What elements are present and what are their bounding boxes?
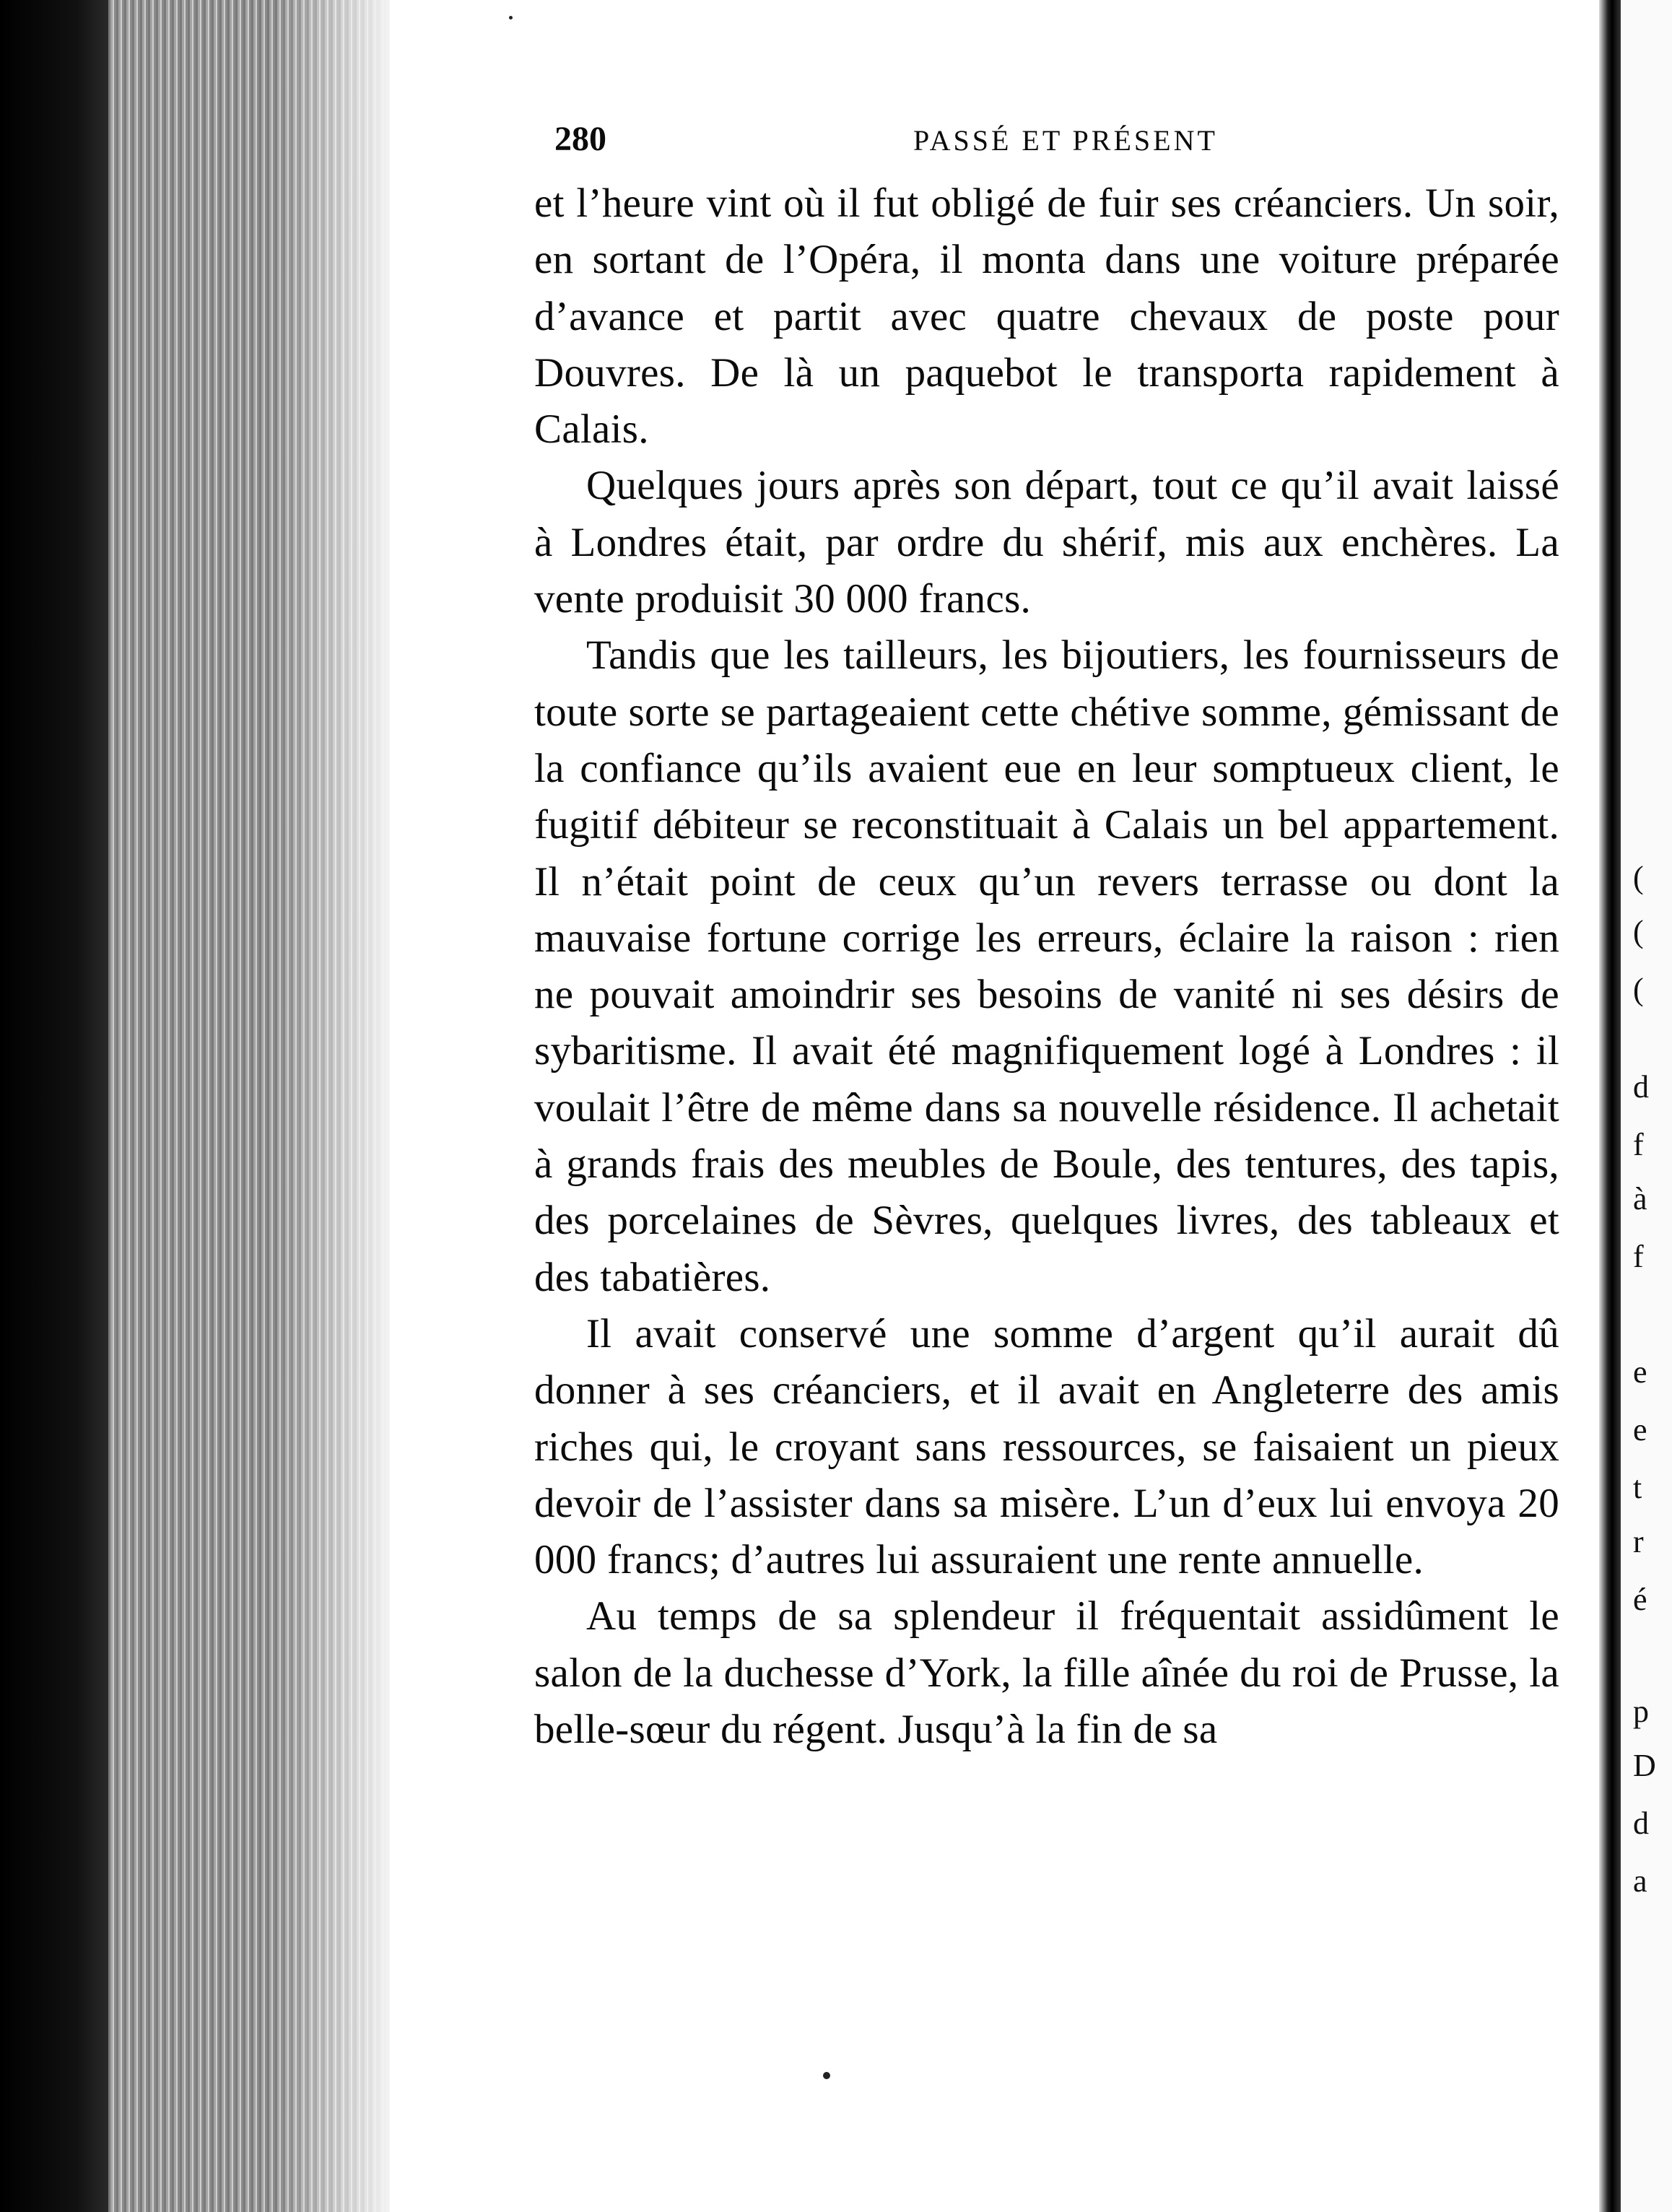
- facing-page-fragment: d: [1633, 1069, 1649, 1105]
- facing-page-fragment: e: [1633, 1412, 1647, 1447]
- scan-speck: [509, 16, 513, 19]
- paragraph: et l’heure vint où il fut obligé de fuir ses créanciers. Un soir, en sortant de l’Opéra, il monta dans une voiture préparée d’avance et partit avec quatre chevaux de poste pour Douvres. De là un paquebot le transporta rapidement à Calais.: [534, 180, 1559, 453]
- facing-page-fragment: a: [1633, 1863, 1647, 1899]
- facing-page-fragment: f: [1633, 1239, 1644, 1274]
- facing-page-fragment: (: [1633, 914, 1644, 949]
- paragraph: Au temps de sa splendeur il fréquentait assidûment le salon de la duchesse d’York, la fille aînée du roi de Prusse, la belle-sœur du régent. Jusqu’à la fin de sa: [534, 1593, 1559, 1753]
- page-stack-shading: [274, 0, 390, 2212]
- paragraph: Il avait conservé une somme d’argent qu’il aurait dû donner à ses créanciers, et il avait en Angleterre des amis riches qui, le croyant sans ressources, se faisaient un pieux devoir de l’assister dans sa misère. L’un d’eux lui envoya 20 000 francs; d’autres lui assuraient une rente annuelle.: [534, 1310, 1559, 1583]
- scanner-border: [0, 0, 108, 2212]
- scan-speck: [823, 2072, 830, 2079]
- book-page: [534, 119, 1559, 1758]
- paragraph: Tandis que les tailleurs, les bijoutiers, les fournisseurs de toute sorte se partageaient cette chétive somme, gémissant de la confiance qu’ils avaient eue en leur somptueux client, le fugitif débiteur se reconstituait à Calais un bel appartement. Il n’était point de ceux qu’un revers terrasse ou dont la mauvaise fortune corrige les erreurs, éclaire la raison : rien ne pouvait amoindrir ses besoins de vanité ni ses désirs de sybaritisme. Il avait été magnifiquement logé à Londres : il voulait l’être de même dans sa nouvelle résidence. Il achetait à grands frais des meubles de Boule, des tentures, des tapis, des porcelaines de Sèvres, quelques livres, des tableaux et des tabatières.: [534, 632, 1559, 1300]
- page-header: [534, 119, 1559, 170]
- facing-page-fragment: é: [1633, 1582, 1647, 1617]
- facing-page-fragment: D: [1633, 1748, 1656, 1783]
- facing-page-fragment: (: [1633, 972, 1644, 1007]
- facing-page-fragment: (: [1633, 860, 1644, 895]
- facing-page-fragment: p: [1633, 1694, 1649, 1729]
- page-number: 280: [554, 120, 606, 158]
- running-head: PASSÉ ET PRÉSENT: [913, 124, 1218, 157]
- book-binding-gutter: [1599, 0, 1621, 2212]
- facing-page-fragment: à: [1633, 1181, 1647, 1216]
- facing-page-fragment: r: [1633, 1524, 1644, 1559]
- paragraph: Quelques jours après son départ, tout ce qu’il avait laissé à Londres était, par ordre du shérif, mis aux enchères. La vente produisit 30 000 francs.: [534, 463, 1559, 622]
- facing-page-fragment: t: [1633, 1470, 1642, 1505]
- facing-page-fragment: e: [1633, 1354, 1647, 1390]
- facing-page-fragment: f: [1633, 1127, 1644, 1162]
- body-text: [534, 175, 1559, 1758]
- facing-page-fragment: d: [1633, 1806, 1649, 1841]
